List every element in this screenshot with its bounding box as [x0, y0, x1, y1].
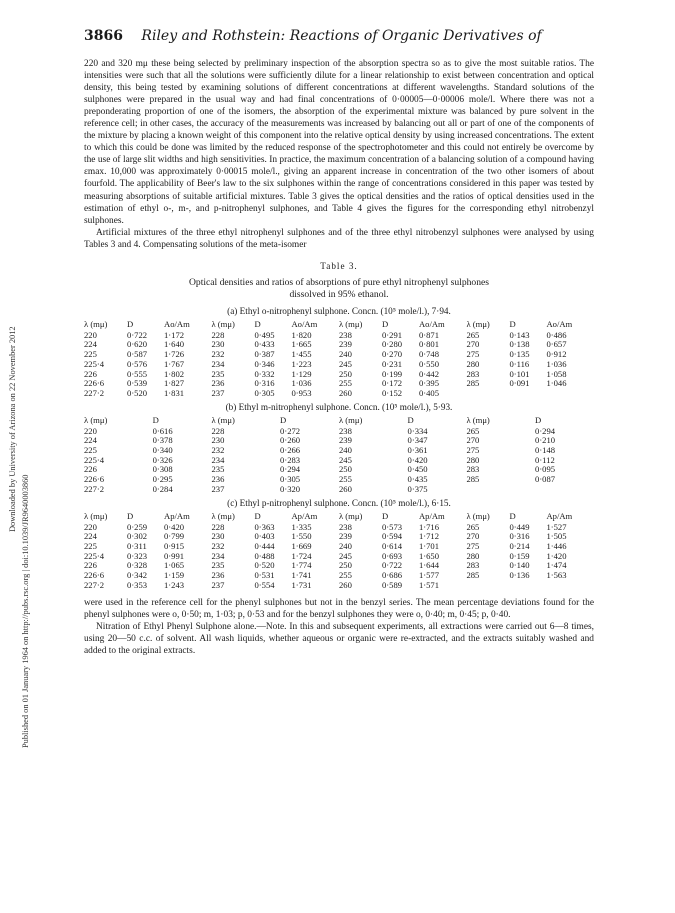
table-cell: 0·172: [381, 378, 403, 389]
table-cell: 255: [338, 474, 352, 485]
table-cell: 0·486: [546, 329, 567, 340]
table-cell: 0·378: [152, 435, 173, 446]
table-cell: 240: [338, 541, 352, 551]
table-cell: 0·871: [418, 329, 440, 340]
column-header: λ (mμ): [211, 510, 235, 521]
table-cell: 245: [338, 358, 352, 369]
table-cell: 0·550: [418, 358, 440, 369]
table-cell: 0·231: [381, 358, 403, 369]
table-header-row: [84, 414, 594, 427]
table-cell: 0·326: [152, 454, 173, 465]
table-cell: 239: [338, 435, 352, 446]
column-header: D: [254, 510, 261, 521]
table-cell: 238: [338, 521, 352, 532]
table-cell: 0·259: [127, 521, 148, 532]
column-header: λ (mμ): [84, 318, 108, 329]
table-cell: 0·799: [163, 531, 185, 542]
table-cell: 245: [338, 454, 352, 465]
table-cell: 1·827: [163, 378, 185, 389]
table-cell: 0·116: [509, 358, 530, 369]
table-cell: 265: [466, 521, 480, 532]
table-cell: 255: [338, 378, 352, 389]
journal-page: [84, 28, 594, 657]
column-header: Ap/Am: [546, 510, 573, 521]
table-caption-line-1: Optical densities and ratios of absorptions of pure ethyl nitrophenyl sulphones: [188, 276, 489, 288]
table-cell: 260: [338, 387, 352, 398]
table-cell: 255: [338, 570, 352, 581]
table-cell: 0·444: [254, 541, 275, 551]
table-cell: 1·741: [291, 570, 312, 581]
table-cell: 1·724: [291, 550, 312, 561]
column-header: D: [509, 510, 516, 521]
table-cell: 0·294: [535, 425, 556, 436]
table-cell: 1·036: [546, 358, 567, 369]
column-header: λ (mμ): [338, 414, 363, 425]
table-cell: 225·4: [84, 358, 105, 369]
running-title: Riley and Rothstein: Reactions of Organic Derivatives of: [141, 28, 542, 44]
table-cell: 0·573: [381, 521, 403, 532]
table-cell: 1·129: [291, 368, 312, 379]
table-cell: 0·450: [407, 464, 428, 475]
table-cell: 0·346: [254, 358, 275, 369]
side-margin-text: [8, 188, 30, 748]
table-cell: 234: [211, 550, 225, 561]
table-cell: 0·387: [254, 349, 275, 360]
table-cell: 1·712: [418, 531, 440, 542]
table-cell: 237: [211, 579, 225, 590]
table-cell: 1·420: [546, 550, 567, 561]
table-cell: 0·305: [280, 474, 301, 485]
column-header: Ao/Am: [163, 318, 190, 329]
table-cell: 235: [211, 368, 225, 379]
table-cell: 0·291: [381, 329, 403, 340]
table-cell: 0·316: [509, 531, 530, 542]
table-cell: 0·435: [407, 474, 428, 485]
table-cell: [466, 581, 509, 591]
table-cell: 270: [466, 435, 480, 446]
table-cell: 0·594: [381, 531, 403, 542]
table-cell: 1·650: [418, 550, 440, 561]
body-paragraph-1: 220 and 320 mμ these being selected by preliminary inspection of the absorption spectra so as to give the most suitable ratios. The intensities were such that all the solutions were sufficiently dilute for a linear relationship to exist between concentration and optical density, this being tested by examining solutions of different concentrations at different wavelengths. Standard solutions of the sulphones were prepared in the usual way and had final concentrations of 0·00005—0·00006 mole/l. Where there was not a preponderating proportion of one of the isomers, the absorption of the experimental mixture was balanced by pure solvent in the reference cell; in other cases, the accuracy of the measurements was increased by balancing out all or part of one of the components of the mixture by placing a known weight of this component into the relative optical density by using increased concentrations. The extent to which this could be done was limited by the reduced response of the spectrophotometer and this could not entirely be overcome by the use of large slit widths and high sensitivities. In practice, the maximum concentration of a balancing solution of a compound having εmax. 10,000 was approximately 0·00015 mole/l., giving an apparent increase in concentration of the two other isomers of about fourfold. The applicability of Beer's law to the six sulphones within the range of concentrations considered in this paper was tested by measuring absorptions of suitable artificial mixtures. Table 3 gives the optical densities and the ratios of optical densities used in the estimation of ethyl o-, m-, and p-nitrophenyl sulphones, and Table 4 gives the figures for the corresponding ethyl nitrobenzyl sulphones.: [84, 59, 594, 226]
column-header: D: [535, 414, 542, 425]
table-cell: [546, 581, 594, 591]
table-cell: 220: [84, 425, 97, 436]
table-cell: 0·520: [127, 387, 148, 398]
column-header: Ap/Am: [291, 510, 318, 521]
table-cell: 0·087: [535, 474, 556, 485]
table-cell: 0·420: [407, 454, 428, 465]
table-cell: 226: [84, 368, 97, 379]
table-cell: 226: [84, 560, 97, 571]
table-cell: 0·323: [127, 550, 148, 561]
table-cell: 0·991: [163, 550, 185, 561]
subtable-a: [84, 318, 594, 399]
table-cell: 250: [338, 464, 352, 475]
table-cell: 0·576: [127, 358, 148, 369]
table-cell: 1·644: [418, 560, 440, 571]
table-cell: 280: [466, 454, 480, 465]
table-cell: 1·767: [163, 358, 185, 369]
column-header: D: [127, 318, 134, 329]
table-cell: 234: [211, 358, 225, 369]
table-caption-line-2: dissolved in 95% ethanol.: [289, 288, 389, 300]
table-cell: 245: [338, 550, 352, 561]
table-cell: 1·223: [291, 358, 312, 369]
table-cell: 1·505: [546, 531, 567, 542]
table-cell: 0·488: [254, 550, 275, 561]
table-cell: 0·266: [280, 445, 301, 456]
table-cell: 0·375: [407, 483, 428, 494]
table-cell: 0·539: [127, 378, 148, 389]
column-header: D: [127, 510, 134, 521]
table-cell: 1·726: [163, 349, 185, 360]
table-cell: 236: [211, 378, 225, 389]
table-cell: 260: [338, 579, 352, 590]
table-row: [84, 581, 594, 591]
table-cell: 0·311: [127, 541, 147, 551]
table-cell: [466, 389, 509, 399]
table-cell: 0·295: [152, 474, 173, 485]
table-cell: 270: [466, 339, 480, 350]
table-cell: 0·284: [152, 483, 173, 494]
table-cell: 1·455: [291, 349, 312, 360]
table-cell: 0·449: [509, 521, 530, 532]
running-header: [84, 28, 594, 48]
table-cell: 0·136: [509, 570, 530, 581]
table-cell: 265: [466, 329, 480, 340]
table-cell: 0·395: [418, 378, 440, 389]
table-cell: 1·036: [291, 378, 312, 389]
column-header: D: [280, 414, 287, 425]
column-header: D: [381, 510, 389, 521]
table-cell: 1·065: [163, 560, 185, 571]
table-cell: 230: [211, 339, 225, 350]
table-cell: 1·058: [546, 368, 567, 379]
table-cell: 1·577: [418, 570, 440, 581]
table-cell: 0·294: [280, 464, 301, 475]
table-cell: 225·4: [84, 454, 105, 465]
table-cell: 275: [466, 541, 480, 551]
table-cell: 0·589: [381, 579, 403, 590]
table-cell: 0·283: [280, 454, 301, 465]
subtable-b: [84, 414, 594, 495]
table-cell: 0·587: [127, 349, 148, 360]
table-cell: 228: [211, 329, 225, 340]
table-caption: [84, 277, 594, 301]
table-row: [84, 485, 594, 495]
table-cell: 1·669: [291, 541, 312, 551]
table-cell: 1·335: [291, 521, 312, 532]
table-cell: 234: [211, 454, 225, 465]
table-cell: 283: [466, 560, 480, 571]
table-cell: 1·046: [546, 378, 567, 389]
table-cell: 1·716: [418, 521, 440, 532]
subtable-a-caption: (a) Ethyl o-nitrophenyl sulphone. Concn. (10⁵ mole/l.), 7·94.: [227, 305, 451, 316]
table-cell: 1·831: [163, 387, 185, 398]
table-cell: 0·140: [509, 560, 530, 571]
table-cell: 224: [84, 435, 97, 446]
table-cell: 250: [338, 560, 352, 571]
table-cell: 1·527: [546, 521, 567, 532]
table-cell: 220: [84, 329, 97, 340]
publication-notice: Published on 01 January 1964 on http://pubs.rsc.org | doi:10.1039/JR9640003860: [21, 474, 30, 748]
table-cell: 0·340: [152, 445, 173, 456]
table-cell: 0·657: [546, 339, 567, 350]
table-cell: 0·342: [127, 570, 148, 581]
table-cell: 0·495: [254, 329, 275, 340]
table-cell: 1·802: [163, 368, 185, 379]
table-header-row: [84, 318, 594, 331]
table-cell: 285: [466, 378, 480, 389]
table-cell: 0·554: [254, 579, 275, 590]
table-cell: 0·095: [535, 464, 556, 475]
table-cell: 283: [466, 464, 480, 475]
table-cell: 232: [211, 541, 225, 551]
table-cell: 237: [211, 483, 225, 494]
table-cell: 280: [466, 358, 480, 369]
table-cell: 0·555: [127, 368, 148, 379]
column-header: D: [381, 318, 389, 329]
table-cell: 0·334: [407, 425, 428, 436]
table-cell: 240: [338, 445, 352, 456]
table-cell: 283: [466, 368, 480, 379]
table-cell: 225: [84, 445, 97, 456]
table-cell: 1·665: [291, 339, 312, 350]
table-cell: 0·693: [381, 550, 403, 561]
table-cell: 1·774: [291, 560, 312, 571]
table-cell: 0·915: [163, 541, 185, 551]
table-cell: 0·686: [381, 570, 403, 581]
table-cell: 228: [211, 521, 225, 532]
table-cell: 0·405: [418, 387, 440, 398]
table-cell: 1·731: [291, 579, 312, 590]
table-cell: 0·143: [509, 329, 530, 340]
column-header: λ (mμ): [84, 414, 108, 425]
table-cell: 0·363: [254, 521, 275, 532]
table-cell: 0·347: [407, 435, 428, 446]
column-header: D: [509, 318, 516, 329]
table-cell: 0·272: [280, 425, 301, 436]
table-cell: 0·280: [381, 339, 403, 350]
table-cell: 0·442: [418, 368, 440, 379]
table-cell: 0·138: [509, 339, 530, 350]
table-cell: 0·305: [254, 387, 275, 398]
column-header: λ (mμ): [211, 414, 235, 425]
body-paragraph-2: Artificial mixtures of the three ethyl nitrophenyl sulphones and of the three ethyl nitrobenzyl sulphones were analysed by using Tables 3 and 4. Compensating solutions of the meta-isomer: [84, 227, 594, 250]
table-cell: 0·135: [509, 349, 530, 360]
table-cell: 236: [211, 570, 225, 581]
column-header: D: [152, 414, 159, 425]
table-cell: 285: [466, 570, 480, 581]
table-cell: 0·353: [127, 579, 148, 590]
table-cell: 1·446: [546, 541, 567, 551]
table-cell: 240: [338, 349, 352, 360]
table-cell: 227·2: [84, 483, 105, 494]
table-cell: 227·2: [84, 579, 105, 590]
table-cell: 0·210: [535, 435, 556, 446]
table-cell: 0·199: [381, 368, 403, 379]
table-cell: 0·152: [381, 387, 403, 398]
table-cell: 265: [466, 425, 480, 436]
table-cell: [535, 485, 594, 495]
table-cell: 1·820: [291, 329, 312, 340]
table-cell: 0·620: [127, 339, 148, 350]
table-cell: 224: [84, 339, 97, 350]
column-header: Ao/Am: [291, 318, 318, 329]
column-header: λ (mμ): [466, 318, 490, 329]
table-cell: 1·550: [291, 531, 312, 542]
table-cell: 0·101: [509, 368, 530, 379]
table-cell: 0·148: [535, 445, 556, 456]
table-cell: 0·328: [127, 560, 148, 571]
table-cell: 0·308: [152, 464, 173, 475]
table-cell: 227·2: [84, 387, 105, 398]
column-header: λ (mμ): [466, 414, 490, 425]
table-cell: 0·214: [509, 541, 530, 551]
table-cell: 285: [466, 474, 480, 485]
table-cell: 1·159: [163, 570, 185, 581]
table-cell: 1·563: [546, 570, 567, 581]
table-cell: 228: [211, 425, 225, 436]
table-row: [84, 389, 594, 399]
table-cell: 0·260: [280, 435, 301, 446]
table-cell: 226·6: [84, 570, 105, 581]
table-cell: 239: [338, 339, 352, 350]
table-cell: [466, 485, 535, 495]
table-cell: 260: [338, 483, 352, 494]
subtable-c-caption: (c) Ethyl p-nitrophenyl sulphone. Concn. (10⁵ mole/l.), 6·15.: [227, 497, 451, 508]
table-cell: 225: [84, 349, 97, 360]
table-cell: 225·4: [84, 550, 105, 561]
column-header: D: [407, 414, 414, 425]
table-cell: 0·520: [254, 560, 275, 571]
table-cell: 220: [84, 521, 97, 532]
table-cell: 0·159: [509, 550, 530, 561]
table-cell: 0·433: [254, 339, 275, 350]
table-cell: 1·474: [546, 560, 567, 571]
table-cell: 1·571: [418, 579, 440, 590]
column-header: Ao/Am: [546, 318, 573, 329]
table-cell: 232: [211, 349, 225, 360]
column-header: λ (mμ): [338, 318, 363, 329]
table-cell: 1·243: [163, 579, 185, 590]
table-cell: 0·912: [546, 349, 567, 360]
column-header: λ (mμ): [466, 510, 490, 521]
table-cell: [509, 581, 546, 591]
table-cell: 1·172: [163, 329, 185, 340]
table-cell: 0·531: [254, 570, 275, 581]
table-cell: 0·420: [163, 521, 185, 532]
column-header: λ (mμ): [211, 318, 235, 329]
subtable-c: [84, 510, 594, 591]
table-label: Table 3.: [320, 260, 358, 271]
table-cell: 270: [466, 531, 480, 542]
table-cell: [546, 389, 594, 399]
column-header: Ao/Am: [418, 318, 445, 329]
table-cell: 1·640: [163, 339, 185, 350]
table-cell: 226·6: [84, 474, 105, 485]
table-cell: 237: [211, 387, 225, 398]
table-cell: 0·112: [535, 454, 555, 465]
column-header: λ (mμ): [338, 510, 363, 521]
subtable-b-caption: (b) Ethyl m-nitrophenyl sulphone. Concn. (10⁵ mole/l.), 5·93.: [225, 401, 453, 412]
table-cell: 0·953: [291, 387, 312, 398]
table-cell: 0·270: [381, 349, 403, 360]
table-cell: 230: [211, 531, 225, 542]
table-cell: 0·722: [381, 560, 403, 571]
table-cell: 0·616: [152, 425, 173, 436]
table-cell: 1·701: [418, 541, 440, 551]
column-header: λ (mμ): [84, 510, 108, 521]
table-cell: 232: [211, 445, 225, 456]
download-notice: Downloaded by University of Arizona on 22 November 2012: [8, 326, 17, 532]
table-cell: 238: [338, 329, 352, 340]
table-cell: 275: [466, 445, 480, 456]
table-cell: 225: [84, 541, 97, 551]
table-cell: 238: [338, 425, 352, 436]
table-cell: [509, 389, 546, 399]
table-cell: 235: [211, 560, 225, 571]
table-cell: 226: [84, 464, 97, 475]
table-cell: 235: [211, 464, 225, 475]
body-paragraph-4: Nitration of Ethyl Phenyl Sulphone alone.—Note. In this and subsequent experiments, all extractions were carried out 6—8 times, using 20—50 c.c. of solvent. All wash liquids, whether aqueous or organic were re-extracted, and the extracts suitably washed and added to the original extracts.: [84, 621, 594, 656]
table-cell: 0·748: [418, 349, 440, 360]
table-cell: 239: [338, 531, 352, 542]
table-cell: 0·403: [254, 531, 275, 542]
table-cell: 250: [338, 368, 352, 379]
body-paragraph-3: were used in the reference cell for the phenyl sulphones but not in the benzyl series. The mean percentage deviations found for the phenyl sulphones were o, 0·50; m, 1·03; p, 0·53 and for the benzyl sulphones they were o, 0·40; m, 0·45; p, 0·40.: [84, 597, 594, 620]
table-cell: 0·316: [254, 378, 275, 389]
table-cell: 0·091: [509, 378, 530, 389]
column-header: Ap/Am: [418, 510, 445, 521]
page-number: 3866: [84, 28, 123, 44]
table-cell: 0·722: [127, 329, 148, 340]
table-cell: 0·614: [381, 541, 403, 551]
table-header-row: [84, 510, 594, 523]
table-cell: 0·801: [418, 339, 440, 350]
table-cell: 226·6: [84, 378, 105, 389]
table-cell: 0·361: [407, 445, 428, 456]
table-cell: 0·332: [254, 368, 275, 379]
table-cell: 275: [466, 349, 480, 360]
table-cell: 230: [211, 435, 225, 446]
column-header: D: [254, 318, 261, 329]
table-cell: 0·302: [127, 531, 148, 542]
table-cell: 224: [84, 531, 97, 542]
table-cell: 280: [466, 550, 480, 561]
table-cell: 236: [211, 474, 225, 485]
column-header: Ap/Am: [163, 510, 190, 521]
table-cell: 0·320: [280, 483, 301, 494]
